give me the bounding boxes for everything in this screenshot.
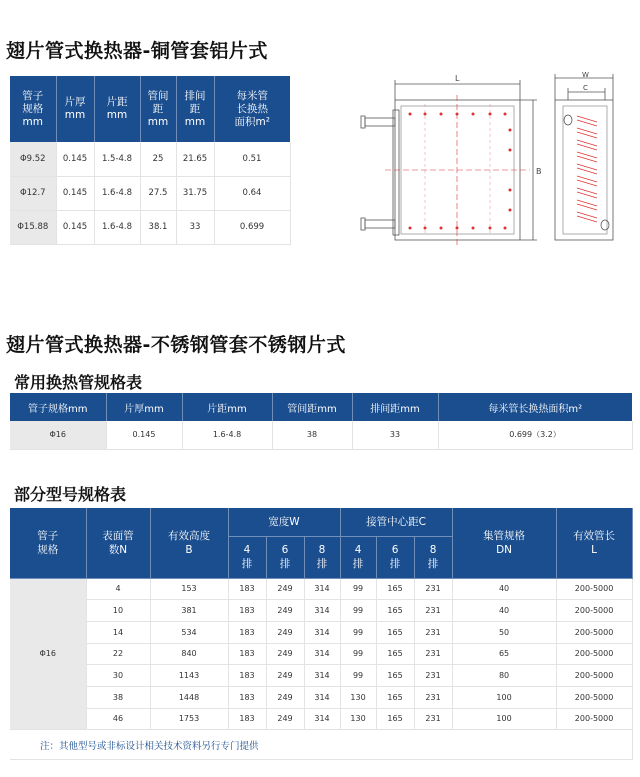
- table-cell: 249: [266, 643, 304, 665]
- table-cell: 33: [176, 210, 214, 244]
- pipe-flange: [361, 116, 365, 128]
- table-header-row: [10, 393, 632, 421]
- table-cell: 200-5000: [556, 578, 632, 600]
- table-cell: 0.145: [56, 210, 94, 244]
- table-cell: 314: [304, 621, 340, 643]
- table-cell: 314: [304, 643, 340, 665]
- table-cell: 200-5000: [556, 665, 632, 687]
- table-note-row: [10, 730, 632, 760]
- table-cell: 231: [414, 686, 452, 708]
- table-row: [10, 176, 290, 210]
- table-cell: 99: [340, 643, 376, 665]
- table-cell: 1.6-4.8: [182, 421, 272, 449]
- table-cell: 38: [86, 686, 150, 708]
- table-cell: 200-5000: [556, 708, 632, 730]
- table-cell: 0.699（3.2）: [438, 421, 632, 449]
- header-cell: 片厚mm: [106, 393, 182, 421]
- table-cell: 1143: [150, 665, 228, 687]
- label-b: B: [536, 167, 542, 176]
- header-cell: 片厚 mm: [56, 76, 94, 142]
- header-cell: 4 排: [340, 536, 376, 578]
- table-header-row: [10, 76, 290, 142]
- table-cell: 249: [266, 621, 304, 643]
- table-cell: 249: [266, 665, 304, 687]
- header-cell: 8 排: [414, 536, 452, 578]
- header-cell: 管子规格mm: [10, 393, 106, 421]
- header-cell: 片距mm: [182, 393, 272, 421]
- table-cell: 33: [352, 421, 438, 449]
- table-cell: 183: [228, 643, 266, 665]
- header-cell: 有效高度 B: [150, 508, 228, 578]
- table-cell: 183: [228, 600, 266, 622]
- table-cell: 153: [150, 578, 228, 600]
- table-cell: 165: [376, 600, 414, 622]
- table-cell: 200-5000: [556, 621, 632, 643]
- table-cell: 165: [376, 686, 414, 708]
- table-cell: 0.51: [214, 142, 290, 176]
- label-c: C: [583, 84, 588, 92]
- table-cell: 183: [228, 578, 266, 600]
- table-cell: 80: [452, 665, 556, 687]
- table-row: [10, 643, 632, 665]
- table-cell: 38.1: [140, 210, 176, 244]
- table-cell: 130: [340, 708, 376, 730]
- table-cell: 14: [86, 621, 150, 643]
- common-tube-spec-table: [10, 393, 633, 450]
- table-cell: 314: [304, 665, 340, 687]
- table-header-row: [10, 508, 632, 536]
- inlet-pipe: [365, 118, 395, 126]
- table-cell: 249: [266, 686, 304, 708]
- header-cell: 排间距mm: [352, 393, 438, 421]
- table-cell: 249: [266, 600, 304, 622]
- header-cell: 4 排: [228, 536, 266, 578]
- table-cell: 1.6-4.8: [94, 210, 140, 244]
- table-cell: 0.699: [214, 210, 290, 244]
- table-cell: 314: [304, 600, 340, 622]
- outlet-port: [601, 220, 609, 230]
- table-cell: 840: [150, 643, 228, 665]
- table-cell: 31.75: [176, 176, 214, 210]
- table-cell: 40: [452, 600, 556, 622]
- table-cell: 4: [86, 578, 150, 600]
- table-cell: 46: [86, 708, 150, 730]
- table-cell: 200-5000: [556, 686, 632, 708]
- section1-title: 翅片管式换热器-铜管套铝片式: [6, 40, 268, 62]
- table-row: [10, 665, 632, 687]
- model-spec-body: [10, 578, 632, 730]
- table-cell: 21.65: [176, 142, 214, 176]
- table-cell: 50: [452, 621, 556, 643]
- header-cell: 排间 距 mm: [176, 76, 214, 142]
- table-cell: Φ16: [10, 421, 106, 449]
- table-cell: 25: [140, 142, 176, 176]
- header-cell: 6 排: [266, 536, 304, 578]
- header-cell: 宽度W: [228, 508, 340, 536]
- table-cell: 100: [452, 708, 556, 730]
- table-cell: 314: [304, 578, 340, 600]
- table-cell: 165: [376, 578, 414, 600]
- table-cell: 231: [414, 600, 452, 622]
- table-row: [10, 600, 632, 622]
- table-cell: 1753: [150, 708, 228, 730]
- table-cell: 0.64: [214, 176, 290, 210]
- label-l: L: [455, 74, 460, 83]
- table-cell: 99: [340, 600, 376, 622]
- header-cell: 管间 距 mm: [140, 76, 176, 142]
- table-cell: Φ12.7: [10, 176, 56, 210]
- table-cell: 0.145: [106, 421, 182, 449]
- tube-coils: [577, 116, 597, 222]
- table-cell: 314: [304, 708, 340, 730]
- table-cell: 249: [266, 708, 304, 730]
- inlet-port: [564, 115, 572, 125]
- table-cell: 0.145: [56, 142, 94, 176]
- table-cell: 40: [452, 578, 556, 600]
- pipe-flange: [361, 218, 365, 230]
- table-cell: 231: [414, 621, 452, 643]
- table-row: [10, 421, 632, 449]
- table-cell: 1.6-4.8: [94, 176, 140, 210]
- table-cell: 100: [452, 686, 556, 708]
- section2-subtitle: 常用换热管规格表: [14, 373, 143, 392]
- table-cell: 10: [86, 600, 150, 622]
- table-cell: 231: [414, 578, 452, 600]
- header-cell: 每米管 长换热 面积m²: [214, 76, 290, 142]
- table-cell: 0.145: [56, 176, 94, 210]
- table-cell: 231: [414, 665, 452, 687]
- table-cell: 314: [304, 686, 340, 708]
- outlet-pipe: [365, 220, 395, 228]
- table-row: [10, 578, 632, 600]
- table-cell: 99: [340, 665, 376, 687]
- table-row: [10, 210, 290, 244]
- side-inner-frame: [563, 106, 607, 234]
- table-cell: 183: [228, 665, 266, 687]
- label-w: W: [582, 71, 589, 79]
- table-cell: 65: [452, 643, 556, 665]
- table-cell: 165: [376, 621, 414, 643]
- table-cell: 249: [266, 578, 304, 600]
- header-cell: 片距 mm: [94, 76, 140, 142]
- section2-title: 翅片管式换热器-不锈钢管套不锈钢片式: [6, 334, 346, 356]
- table-cell: 22: [86, 643, 150, 665]
- mounting-holes: [409, 113, 512, 230]
- table-cell: 1448: [150, 686, 228, 708]
- header-pipe: [393, 110, 399, 235]
- table-cell: 165: [376, 665, 414, 687]
- table-cell: 183: [228, 708, 266, 730]
- table-cell: 1.5-4.8: [94, 142, 140, 176]
- table-row: [10, 686, 632, 708]
- header-cell: 管间距mm: [272, 393, 352, 421]
- front-view: [361, 80, 537, 245]
- table-row: [10, 142, 290, 176]
- model-spec-table: [10, 508, 633, 760]
- table-cell: 183: [228, 686, 266, 708]
- header-cell: 有效管长 L: [556, 508, 632, 578]
- section3-subtitle: 部分型号规格表: [14, 485, 127, 504]
- table-cell: 99: [340, 578, 376, 600]
- header-cell: 管子 规格 mm: [10, 76, 56, 142]
- table-cell: 130: [340, 686, 376, 708]
- table-cell: 38: [272, 421, 352, 449]
- table-row: [10, 708, 632, 730]
- table-cell: 165: [376, 708, 414, 730]
- header-cell: 集管规格 DN: [452, 508, 556, 578]
- table-cell: 183: [228, 621, 266, 643]
- table-cell: 534: [150, 621, 228, 643]
- table-cell: 200-5000: [556, 643, 632, 665]
- table-cell: Φ9.52: [10, 142, 56, 176]
- table-row: [10, 621, 632, 643]
- header-cell: 8 排: [304, 536, 340, 578]
- table-cell: 165: [376, 643, 414, 665]
- table-cell: 27.5: [140, 176, 176, 210]
- header-cell: 表面管 数N: [86, 508, 150, 578]
- header-cell: 每米管长换热面积m²: [438, 393, 632, 421]
- table-cell: 99: [340, 621, 376, 643]
- table-cell: 381: [150, 600, 228, 622]
- header-cell: 管子 规格: [10, 508, 86, 578]
- header-cell: 接管中心距C: [340, 508, 452, 536]
- copper-tube-spec-table: [10, 76, 291, 245]
- header-cell: 6 排: [376, 536, 414, 578]
- tube-spec-cell: Φ16: [10, 578, 86, 730]
- table-note: 注：其他型号或非标设计相关技术资料另行专门提供: [10, 730, 632, 760]
- heat-exchanger-drawing: [355, 70, 625, 250]
- table-cell: 200-5000: [556, 600, 632, 622]
- table-cell: 231: [414, 643, 452, 665]
- table-cell: Φ15.88: [10, 210, 56, 244]
- side-view: [555, 74, 613, 240]
- table-cell: 231: [414, 708, 452, 730]
- table-cell: 30: [86, 665, 150, 687]
